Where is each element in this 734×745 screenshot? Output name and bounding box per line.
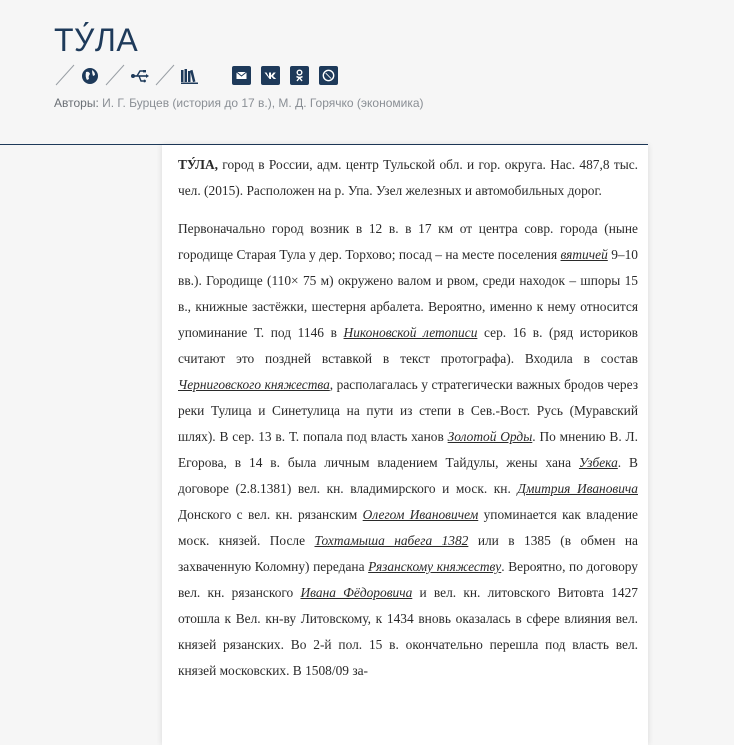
mail-icon[interactable] [232, 66, 251, 85]
paragraph-intro [178, 152, 638, 204]
authors-names: И. Г. Бурцев (история до 17 в.), М. Д. Горячко (экономика) [98, 96, 424, 110]
paragraph-text: . Вероятно, по договору вел. кн. рязанского [178, 559, 638, 600]
usb-icon[interactable] [130, 66, 150, 86]
divider-slash [154, 64, 176, 86]
link-uzbek[interactable]: Узбека [578, 455, 618, 470]
paragraph-text: и вел. кн. литовского Витовта 1427 отошла к Вел. кн-ву Литовскому, к 1434 вновь оказалась в сфере влияния вел. князей рязанских. Во 2-й пол. 15 в. окончательно перешла под власть вел. князей московских. В 1508/09 за- [178, 585, 639, 678]
authors-line [54, 96, 424, 110]
link-vyatichi[interactable]: вятичей [560, 247, 608, 262]
divider-slash [104, 64, 126, 86]
paragraph-text: , располагалась у стратегически важных бродов через реки Тулица и Синетулица на пути из степи в Сев.-Вост. Русь (Муравский шлях). В сер. 13 в. Т. попала под власть ханов [178, 377, 639, 444]
divider-slash [54, 64, 76, 86]
paragraph-text: или в 1385 (в обмен на захваченную Коломну) передана [178, 533, 638, 574]
vk-icon[interactable] [261, 66, 280, 85]
paragraph-text: . По мнению В. Л. Егорова, в 14 в. была личным владением Тайдулы, жены хана [178, 429, 638, 470]
livejournal-icon[interactable] [319, 66, 338, 85]
link-nikon-chronicle[interactable]: Никоновской летописи [343, 325, 478, 340]
link-ryazan-principality[interactable]: Рязанскому княжеству [368, 559, 502, 574]
link-dmitry-ivanovich[interactable]: Дмитрия Ивановича [517, 481, 638, 496]
article-body [178, 152, 638, 684]
lead-term: ТУ́ЛА, [178, 157, 218, 172]
odnoklassniki-icon[interactable] [290, 66, 309, 85]
paragraph-text: упоминается как владение моск. князей. После [178, 507, 639, 548]
link-ivan-fedorovich[interactable]: Ивана Фёдоровича [300, 585, 413, 600]
link-golden-horde[interactable]: Золотой Орды [447, 429, 533, 444]
books-icon[interactable] [180, 66, 200, 86]
paragraph-text: 9–10 вв.). Городище (110× 75 м) окружено валом и рвом, среди находок – шпоры 15 в., книжные застёжки, шестерня арбалета. Вероятно, именно к нему относится упоминание Т. под 1146 в [178, 247, 638, 340]
paragraph-text: Первоначально город возник в 12 в. в 17 км от центра совр. города (ныне городище Старая Тула у дер. Торхово; посад – на месте поселения [178, 221, 638, 262]
paragraph-text: город в России, адм. центр Тульской обл. и гор. округа. Нас. 487,8 тыс. чел. (2015). Расположен на р. Упа. Узел железных и автомобильных дорог. [178, 157, 638, 198]
paragraph-text: сер. 16 в. (ряд историков считают это поздней вставкой в текст протографа). Входила в состав [178, 325, 638, 366]
link-oleg-ivanovich[interactable]: Олегом Ивановичем [362, 507, 479, 522]
paragraph-text: . В договоре (2.8.1381) вел. кн. владимирского и моск. кн. [178, 455, 638, 496]
paragraph-text: Донского с вел. кн. рязанским [178, 507, 363, 522]
authors-label: Авторы: [54, 96, 99, 110]
paragraph-history [178, 216, 638, 684]
page-title: ТУ́ЛА [54, 22, 139, 58]
link-tokhtamysh-raid[interactable]: Тохтамыша набега 1382 [314, 533, 469, 548]
article-header [0, 0, 734, 145]
link-chernigov-principality[interactable]: Черниговского княжества [178, 377, 330, 392]
globe-icon[interactable] [80, 66, 100, 86]
